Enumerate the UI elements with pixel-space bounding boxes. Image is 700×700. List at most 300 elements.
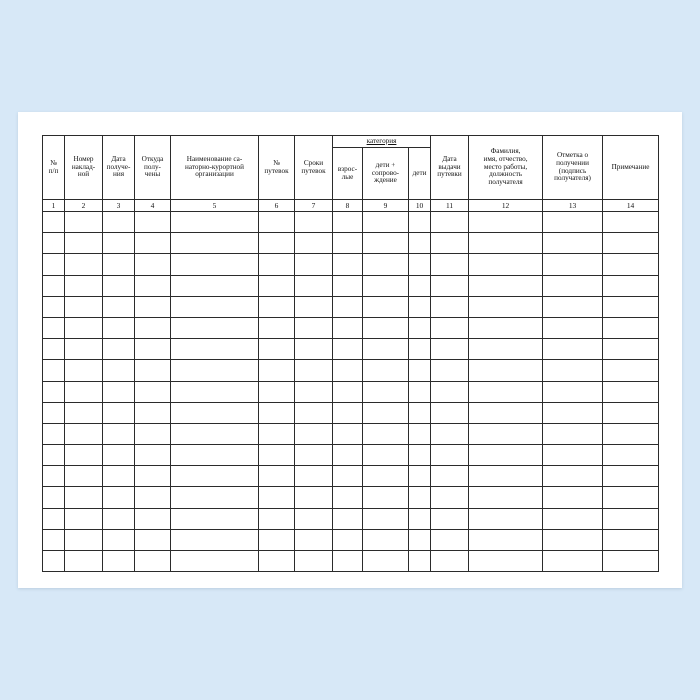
- table-cell-empty[interactable]: [295, 529, 333, 550]
- table-cell-empty[interactable]: [295, 212, 333, 233]
- table-cell-empty[interactable]: [103, 551, 135, 572]
- table-cell-empty[interactable]: [363, 508, 409, 529]
- column-number-10: 10: [409, 200, 431, 212]
- document-sheet: [18, 112, 682, 588]
- table-cell-empty[interactable]: [103, 360, 135, 381]
- table-row[interactable]: [43, 529, 659, 550]
- table-row[interactable]: [43, 317, 659, 338]
- table-cell-empty[interactable]: [333, 487, 363, 508]
- table-cell-empty[interactable]: [409, 423, 431, 444]
- column-number-row: [43, 200, 659, 212]
- header-col-4-line-3: чены: [144, 170, 161, 179]
- journal-table: [42, 135, 659, 572]
- table-cell-empty[interactable]: [103, 466, 135, 487]
- table-cell-empty[interactable]: [43, 402, 65, 423]
- table-cell-empty[interactable]: [259, 360, 295, 381]
- table-cell-empty[interactable]: [103, 445, 135, 466]
- table-cell-empty[interactable]: [171, 317, 259, 338]
- table-cell-empty[interactable]: [469, 381, 543, 402]
- table-row[interactable]: [43, 212, 659, 233]
- table-cell-empty[interactable]: [603, 317, 659, 338]
- table-cell-empty[interactable]: [259, 423, 295, 444]
- table-cell-empty[interactable]: [135, 212, 171, 233]
- table-cell-empty[interactable]: [65, 360, 103, 381]
- table-row[interactable]: [43, 360, 659, 381]
- table-cell-empty[interactable]: [259, 317, 295, 338]
- table-cell-empty[interactable]: [333, 360, 363, 381]
- table-cell-empty[interactable]: [43, 508, 65, 529]
- table-cell-empty[interactable]: [171, 233, 259, 254]
- header-col-6: [259, 136, 295, 200]
- table-cell-empty[interactable]: [65, 423, 103, 444]
- journal-empty-rows: [43, 212, 659, 572]
- table-cell-empty[interactable]: [603, 296, 659, 317]
- table-cell-empty[interactable]: [333, 317, 363, 338]
- table-cell-empty[interactable]: [135, 233, 171, 254]
- header-col-7-line-1: Сроки: [303, 158, 324, 167]
- table-cell-empty[interactable]: [543, 212, 603, 233]
- column-number-13: 13: [543, 200, 603, 212]
- table-cell-empty[interactable]: [135, 275, 171, 296]
- table-cell-empty[interactable]: [43, 233, 65, 254]
- header-col-11: [431, 136, 469, 200]
- table-cell-empty[interactable]: [409, 381, 431, 402]
- table-cell-empty[interactable]: [409, 296, 431, 317]
- table-cell-empty[interactable]: [295, 296, 333, 317]
- table-cell-empty[interactable]: [171, 423, 259, 444]
- header-col-12-line-3: место работы,: [483, 162, 528, 171]
- table-cell-empty[interactable]: [409, 551, 431, 572]
- table-cell-empty[interactable]: [295, 381, 333, 402]
- table-cell-empty[interactable]: [363, 551, 409, 572]
- table-cell-empty[interactable]: [171, 212, 259, 233]
- table-row[interactable]: [43, 381, 659, 402]
- table-cell-empty[interactable]: [103, 233, 135, 254]
- table-cell-empty[interactable]: [171, 381, 259, 402]
- table-cell-empty[interactable]: [431, 423, 469, 444]
- table-cell-empty[interactable]: [543, 402, 603, 423]
- table-cell-empty[interactable]: [65, 254, 103, 275]
- table-row[interactable]: [43, 551, 659, 572]
- header-col-4: [135, 136, 171, 200]
- column-number-7: 7: [295, 200, 333, 212]
- table-cell-empty[interactable]: [603, 508, 659, 529]
- table-cell-empty[interactable]: [295, 254, 333, 275]
- table-row[interactable]: [43, 254, 659, 275]
- table-cell-empty[interactable]: [295, 233, 333, 254]
- table-cell-empty[interactable]: [259, 233, 295, 254]
- table-cell-empty[interactable]: [603, 381, 659, 402]
- header-col-10-line-1: дети: [412, 168, 427, 177]
- table-row[interactable]: [43, 487, 659, 508]
- table-cell-empty[interactable]: [603, 423, 659, 444]
- table-cell-empty[interactable]: [171, 339, 259, 360]
- table-cell-empty[interactable]: [603, 275, 659, 296]
- table-cell-empty[interactable]: [543, 487, 603, 508]
- table-cell-empty[interactable]: [65, 508, 103, 529]
- header-col-2-line-2: наклад-: [71, 162, 96, 171]
- table-cell-empty[interactable]: [431, 339, 469, 360]
- table-cell-empty[interactable]: [469, 296, 543, 317]
- header-col-9: [363, 148, 409, 200]
- table-cell-empty[interactable]: [135, 466, 171, 487]
- table-cell-empty[interactable]: [333, 254, 363, 275]
- table-cell-empty[interactable]: [603, 551, 659, 572]
- table-cell-empty[interactable]: [135, 402, 171, 423]
- column-number-9: 9: [363, 200, 409, 212]
- table-row[interactable]: [43, 402, 659, 423]
- table-cell-empty[interactable]: [603, 487, 659, 508]
- table-cell-empty[interactable]: [259, 529, 295, 550]
- table-cell-empty[interactable]: [409, 275, 431, 296]
- table-cell-empty[interactable]: [409, 466, 431, 487]
- table-cell-empty[interactable]: [135, 551, 171, 572]
- table-cell-empty[interactable]: [363, 529, 409, 550]
- header-col-13: [543, 136, 603, 200]
- table-cell-empty[interactable]: [103, 275, 135, 296]
- table-cell-empty[interactable]: [543, 551, 603, 572]
- table-cell-empty[interactable]: [135, 339, 171, 360]
- table-row[interactable]: [43, 445, 659, 466]
- table-cell-empty[interactable]: [135, 508, 171, 529]
- table-cell-empty[interactable]: [333, 212, 363, 233]
- table-cell-empty[interactable]: [295, 508, 333, 529]
- table-cell-empty[interactable]: [363, 296, 409, 317]
- table-cell-empty[interactable]: [409, 402, 431, 423]
- table-cell-empty[interactable]: [333, 296, 363, 317]
- table-cell-empty[interactable]: [171, 275, 259, 296]
- table-cell-empty[interactable]: [295, 275, 333, 296]
- table-cell-empty[interactable]: [409, 360, 431, 381]
- table-cell-empty[interactable]: [603, 402, 659, 423]
- table-cell-empty[interactable]: [543, 339, 603, 360]
- header-col-2-line-3: ной: [77, 170, 90, 179]
- table-cell-empty[interactable]: [65, 445, 103, 466]
- column-number-11: 11: [431, 200, 469, 212]
- table-row[interactable]: [43, 466, 659, 487]
- table-cell-empty[interactable]: [259, 466, 295, 487]
- table-cell-empty[interactable]: [259, 381, 295, 402]
- header-col-8-line-1: взрос-: [337, 164, 358, 173]
- table-cell-empty[interactable]: [333, 402, 363, 423]
- table-cell-empty[interactable]: [603, 445, 659, 466]
- table-cell-empty[interactable]: [469, 466, 543, 487]
- table-cell-empty[interactable]: [543, 317, 603, 338]
- column-number-4: 4: [135, 200, 171, 212]
- table-cell-empty[interactable]: [259, 275, 295, 296]
- table-cell-empty[interactable]: [103, 487, 135, 508]
- table-cell-empty[interactable]: [43, 296, 65, 317]
- table-cell-empty[interactable]: [295, 402, 333, 423]
- table-cell-empty[interactable]: [333, 466, 363, 487]
- table-cell-empty[interactable]: [65, 529, 103, 550]
- header-col-4-line-1: Откуда: [141, 154, 164, 163]
- table-cell-empty[interactable]: [295, 339, 333, 360]
- table-cell-empty[interactable]: [43, 487, 65, 508]
- column-number-1: 1: [43, 200, 65, 212]
- table-cell-empty[interactable]: [333, 551, 363, 572]
- table-cell-empty[interactable]: [171, 254, 259, 275]
- table-cell-empty[interactable]: [431, 445, 469, 466]
- table-cell-empty[interactable]: [43, 423, 65, 444]
- table-cell-empty[interactable]: [543, 423, 603, 444]
- table-cell-empty[interactable]: [431, 254, 469, 275]
- header-col-11-line-3: путевки: [437, 170, 462, 179]
- table-cell-empty[interactable]: [431, 360, 469, 381]
- table-cell-empty[interactable]: [65, 381, 103, 402]
- table-cell-empty[interactable]: [65, 402, 103, 423]
- table-cell-empty[interactable]: [171, 487, 259, 508]
- column-number-12: 12: [469, 200, 543, 212]
- header-col-3-line-3: ния: [113, 170, 124, 179]
- table-cell-empty[interactable]: [363, 254, 409, 275]
- table-cell-empty[interactable]: [409, 339, 431, 360]
- table-row[interactable]: [43, 339, 659, 360]
- table-cell-empty[interactable]: [333, 381, 363, 402]
- header-col-12: [469, 136, 543, 200]
- table-cell-empty[interactable]: [103, 296, 135, 317]
- header-col-13-line-2: получении: [556, 158, 589, 167]
- header-col-10: [409, 148, 431, 200]
- table-cell-empty[interactable]: [295, 360, 333, 381]
- table-cell-empty[interactable]: [333, 233, 363, 254]
- table-cell-empty[interactable]: [259, 212, 295, 233]
- table-cell-empty[interactable]: [103, 508, 135, 529]
- table-cell-empty[interactable]: [43, 445, 65, 466]
- table-cell-empty[interactable]: [469, 317, 543, 338]
- table-cell-empty[interactable]: [363, 487, 409, 508]
- table-cell-empty[interactable]: [363, 360, 409, 381]
- table-cell-empty[interactable]: [333, 339, 363, 360]
- table-cell-empty[interactable]: [431, 529, 469, 550]
- table-cell-empty[interactable]: [363, 381, 409, 402]
- table-cell-empty[interactable]: [363, 233, 409, 254]
- table-cell-empty[interactable]: [259, 508, 295, 529]
- header-col-8: [333, 148, 363, 200]
- table-cell-empty[interactable]: [171, 508, 259, 529]
- table-cell-empty[interactable]: [259, 445, 295, 466]
- table-cell-empty[interactable]: [43, 275, 65, 296]
- table-cell-empty[interactable]: [135, 317, 171, 338]
- table-cell-empty[interactable]: [259, 551, 295, 572]
- header-col-2: [65, 136, 103, 200]
- table-cell-empty[interactable]: [103, 402, 135, 423]
- table-cell-empty[interactable]: [333, 529, 363, 550]
- table-cell-empty[interactable]: [295, 551, 333, 572]
- column-number-2: 2: [65, 200, 103, 212]
- table-cell-empty[interactable]: [43, 551, 65, 572]
- table-cell-empty[interactable]: [431, 212, 469, 233]
- table-cell-empty[interactable]: [103, 423, 135, 444]
- table-cell-empty[interactable]: [543, 296, 603, 317]
- table-cell-empty[interactable]: [431, 233, 469, 254]
- table-cell-empty[interactable]: [65, 212, 103, 233]
- table-cell-empty[interactable]: [409, 508, 431, 529]
- table-cell-empty[interactable]: [171, 402, 259, 423]
- table-cell-empty[interactable]: [171, 529, 259, 550]
- header-col-5: [171, 136, 259, 200]
- table-cell-empty[interactable]: [543, 466, 603, 487]
- table-cell-empty[interactable]: [43, 529, 65, 550]
- table-cell-empty[interactable]: [409, 487, 431, 508]
- table-cell-empty[interactable]: [469, 402, 543, 423]
- table-cell-empty[interactable]: [43, 254, 65, 275]
- table-cell-empty[interactable]: [363, 339, 409, 360]
- table-row[interactable]: [43, 296, 659, 317]
- table-cell-empty[interactable]: [603, 212, 659, 233]
- table-cell-empty[interactable]: [603, 339, 659, 360]
- header-col-3-line-2: получе-: [106, 162, 131, 171]
- table-cell-empty[interactable]: [135, 423, 171, 444]
- header-col-11-line-1: Дата: [442, 154, 457, 163]
- table-cell-empty[interactable]: [135, 381, 171, 402]
- table-cell-empty[interactable]: [431, 381, 469, 402]
- table-cell-empty[interactable]: [135, 445, 171, 466]
- table-cell-empty[interactable]: [431, 466, 469, 487]
- table-cell-empty[interactable]: [603, 360, 659, 381]
- table-cell-empty[interactable]: [171, 551, 259, 572]
- table-cell-empty[interactable]: [469, 445, 543, 466]
- table-row[interactable]: [43, 423, 659, 444]
- table-cell-empty[interactable]: [363, 423, 409, 444]
- table-cell-empty[interactable]: [469, 508, 543, 529]
- table-cell-empty[interactable]: [65, 275, 103, 296]
- table-cell-empty[interactable]: [363, 445, 409, 466]
- table-cell-empty[interactable]: [603, 233, 659, 254]
- table-cell-empty[interactable]: [409, 445, 431, 466]
- table-cell-empty[interactable]: [259, 296, 295, 317]
- table-cell-empty[interactable]: [171, 466, 259, 487]
- table-cell-empty[interactable]: [333, 423, 363, 444]
- table-cell-empty[interactable]: [469, 254, 543, 275]
- table-cell-empty[interactable]: [543, 529, 603, 550]
- table-cell-empty[interactable]: [65, 466, 103, 487]
- table-cell-empty[interactable]: [43, 317, 65, 338]
- table-row[interactable]: [43, 508, 659, 529]
- table-cell-empty[interactable]: [543, 508, 603, 529]
- table-cell-empty[interactable]: [431, 551, 469, 572]
- table-cell-empty[interactable]: [469, 360, 543, 381]
- table-cell-empty[interactable]: [171, 445, 259, 466]
- table-cell-empty[interactable]: [409, 233, 431, 254]
- table-cell-empty[interactable]: [295, 487, 333, 508]
- table-cell-empty[interactable]: [333, 275, 363, 296]
- table-cell-empty[interactable]: [135, 487, 171, 508]
- table-cell-empty[interactable]: [43, 466, 65, 487]
- table-cell-empty[interactable]: [543, 381, 603, 402]
- table-cell-empty[interactable]: [171, 360, 259, 381]
- table-cell-empty[interactable]: [103, 529, 135, 550]
- table-cell-empty[interactable]: [295, 466, 333, 487]
- table-cell-empty[interactable]: [65, 551, 103, 572]
- header-group-category: [333, 136, 431, 148]
- table-cell-empty[interactable]: [409, 212, 431, 233]
- table-cell-empty[interactable]: [259, 254, 295, 275]
- table-cell-empty[interactable]: [65, 317, 103, 338]
- table-cell-empty[interactable]: [543, 445, 603, 466]
- header-col-14-line-1: Примечание: [611, 162, 650, 171]
- table-cell-empty[interactable]: [65, 339, 103, 360]
- header-col-9-line-1: дети +: [375, 160, 396, 169]
- table-cell-empty[interactable]: [43, 339, 65, 360]
- table-cell-empty[interactable]: [431, 296, 469, 317]
- table-cell-empty[interactable]: [295, 423, 333, 444]
- table-cell-empty[interactable]: [103, 254, 135, 275]
- header-col-2-line-1: Номер: [73, 154, 94, 163]
- table-cell-empty[interactable]: [431, 402, 469, 423]
- table-cell-empty[interactable]: [469, 529, 543, 550]
- header-col-8-line-2: лые: [341, 172, 354, 181]
- table-cell-empty[interactable]: [135, 360, 171, 381]
- table-row[interactable]: [43, 233, 659, 254]
- table-cell-empty[interactable]: [135, 296, 171, 317]
- table-cell-empty[interactable]: [65, 487, 103, 508]
- table-cell-empty[interactable]: [363, 317, 409, 338]
- table-cell-empty[interactable]: [259, 339, 295, 360]
- table-cell-empty[interactable]: [469, 233, 543, 254]
- table-cell-empty[interactable]: [469, 212, 543, 233]
- table-cell-empty[interactable]: [469, 339, 543, 360]
- table-cell-empty[interactable]: [543, 254, 603, 275]
- table-cell-empty[interactable]: [43, 381, 65, 402]
- table-cell-empty[interactable]: [135, 529, 171, 550]
- table-cell-empty[interactable]: [603, 529, 659, 550]
- table-cell-empty[interactable]: [43, 212, 65, 233]
- table-cell-empty[interactable]: [65, 233, 103, 254]
- table-cell-empty[interactable]: [469, 423, 543, 444]
- table-cell-empty[interactable]: [103, 339, 135, 360]
- header-col-12-line-5: получателя: [488, 178, 523, 187]
- header-col-3-line-1: Дата: [111, 154, 126, 163]
- table-cell-empty[interactable]: [543, 275, 603, 296]
- table-row[interactable]: [43, 275, 659, 296]
- table-cell-empty[interactable]: [259, 487, 295, 508]
- table-cell-empty[interactable]: [333, 508, 363, 529]
- table-cell-empty[interactable]: [135, 254, 171, 275]
- table-cell-empty[interactable]: [409, 317, 431, 338]
- table-cell-empty[interactable]: [103, 212, 135, 233]
- table-cell-empty[interactable]: [431, 487, 469, 508]
- table-cell-empty[interactable]: [431, 508, 469, 529]
- table-cell-empty[interactable]: [65, 296, 103, 317]
- table-cell-empty[interactable]: [603, 254, 659, 275]
- table-cell-empty[interactable]: [43, 360, 65, 381]
- table-cell-empty[interactable]: [259, 402, 295, 423]
- table-cell-empty[interactable]: [543, 360, 603, 381]
- table-cell-empty[interactable]: [363, 212, 409, 233]
- table-cell-empty[interactable]: [409, 529, 431, 550]
- table-cell-empty[interactable]: [363, 402, 409, 423]
- table-cell-empty[interactable]: [363, 275, 409, 296]
- table-cell-empty[interactable]: [469, 551, 543, 572]
- table-cell-empty[interactable]: [171, 296, 259, 317]
- table-cell-empty[interactable]: [431, 275, 469, 296]
- table-cell-empty[interactable]: [363, 466, 409, 487]
- header-col-5-line-3: организации: [195, 170, 234, 179]
- table-cell-empty[interactable]: [295, 445, 333, 466]
- table-cell-empty[interactable]: [409, 254, 431, 275]
- table-cell-empty[interactable]: [333, 445, 363, 466]
- table-cell-empty[interactable]: [295, 317, 333, 338]
- table-cell-empty[interactable]: [469, 487, 543, 508]
- table-cell-empty[interactable]: [103, 381, 135, 402]
- table-cell-empty[interactable]: [469, 275, 543, 296]
- table-cell-empty[interactable]: [103, 317, 135, 338]
- table-cell-empty[interactable]: [603, 466, 659, 487]
- table-cell-empty[interactable]: [431, 317, 469, 338]
- table-cell-empty[interactable]: [543, 233, 603, 254]
- header-col-9-line-2: сопрово-: [371, 168, 400, 177]
